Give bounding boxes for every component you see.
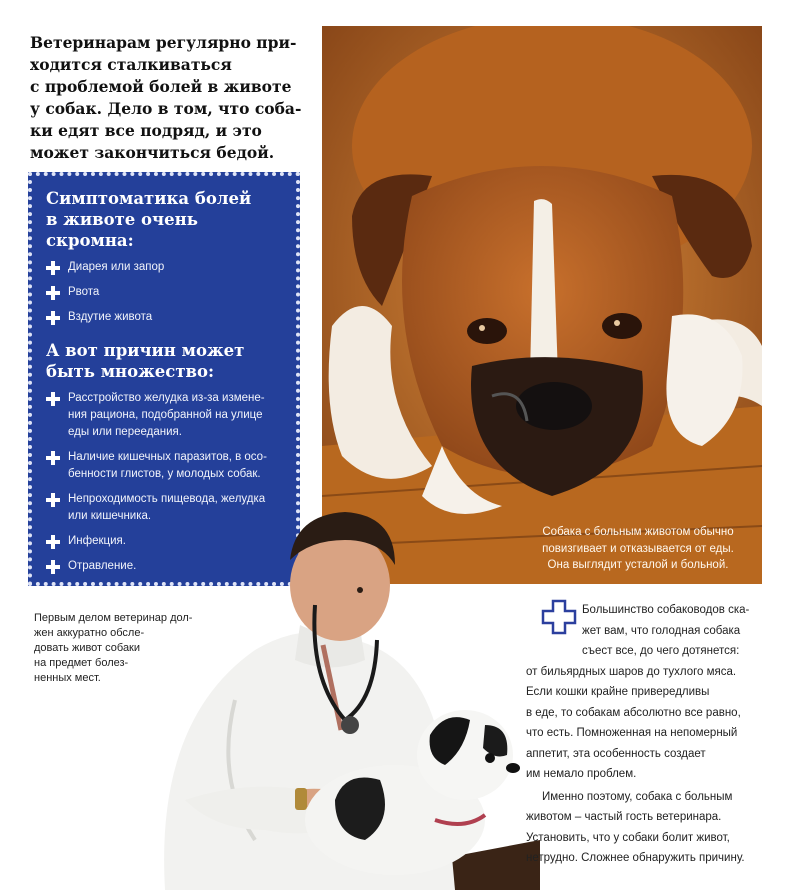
list-item: Вздутие живота <box>46 309 282 326</box>
plus-icon <box>46 535 60 549</box>
list-item: Непроходимость пищевода, желудка или кишечника. <box>46 491 282 525</box>
symptoms-list <box>46 259 282 326</box>
list-item: Диарея или запор <box>46 259 282 276</box>
paragraph-1: Большинство собаководов ска- жет вам, что голодная собака съест все, до чего дотянется: от бильярдных шаров до тухлого мяса. Если кошки крайне привередливы в еде, то собакам абсолютно все равно, что есть. Помноженная на непомерный аппетит, эта особенность создает им немало проблем. <box>526 604 750 780</box>
plus-icon <box>46 261 60 275</box>
intro-line: ки едят все подряд, и это <box>30 121 262 140</box>
list-item: Отравление. <box>46 558 282 575</box>
plus-icon <box>46 493 60 507</box>
plus-icon <box>46 286 60 300</box>
intro-line: ходится сталкиваться <box>30 55 232 74</box>
plus-icon <box>46 392 60 406</box>
plus-icon <box>46 560 60 574</box>
plus-icon <box>46 451 60 465</box>
intro-line: может закончиться бедой. <box>30 143 275 162</box>
paragraph-2: Именно поэтому, собака с больным животом – частый гость ветеринара. Установить, что у собаки болит живот, нетрудно. Сложнее обнаружить причину. <box>526 790 745 864</box>
intro-line: Ветеринарам регулярно при- <box>30 33 297 52</box>
intro-line: с проблемой болей в животе <box>30 77 292 96</box>
intro-paragraph <box>30 32 320 164</box>
plus-icon <box>46 311 60 325</box>
vet-with-puppy-photo <box>145 500 540 890</box>
list-item: Наличие кишечных паразитов, в осо-бенности глистов, у молодых собак. <box>46 449 282 483</box>
intro-line: у собак. Дело в том, что соба- <box>30 99 302 118</box>
list-item: Расстройство желудка из-за измене-ния рациона, подобранной на улице еды или переедания. <box>46 390 282 441</box>
vet-puppy-illustration <box>145 500 540 890</box>
causes-heading: А вот причин может быть множество: <box>46 341 245 381</box>
list-item: Рвота <box>46 284 282 301</box>
vet-photo-caption: Первым делом ветеринар дол- жен аккуратно обсле- довать живот собаки на предмет болез- ненных мест. <box>34 612 193 684</box>
list-item: Инфекция. <box>46 533 282 550</box>
symptoms-heading: Симптоматика болей в животе очень скромна: <box>46 189 252 250</box>
sidebar-article-text <box>526 600 786 869</box>
dog-photo-caption: Собака с больным животом обычно повизгивает и отказывается от еды. Она выглядит усталой и больной. <box>542 526 734 571</box>
